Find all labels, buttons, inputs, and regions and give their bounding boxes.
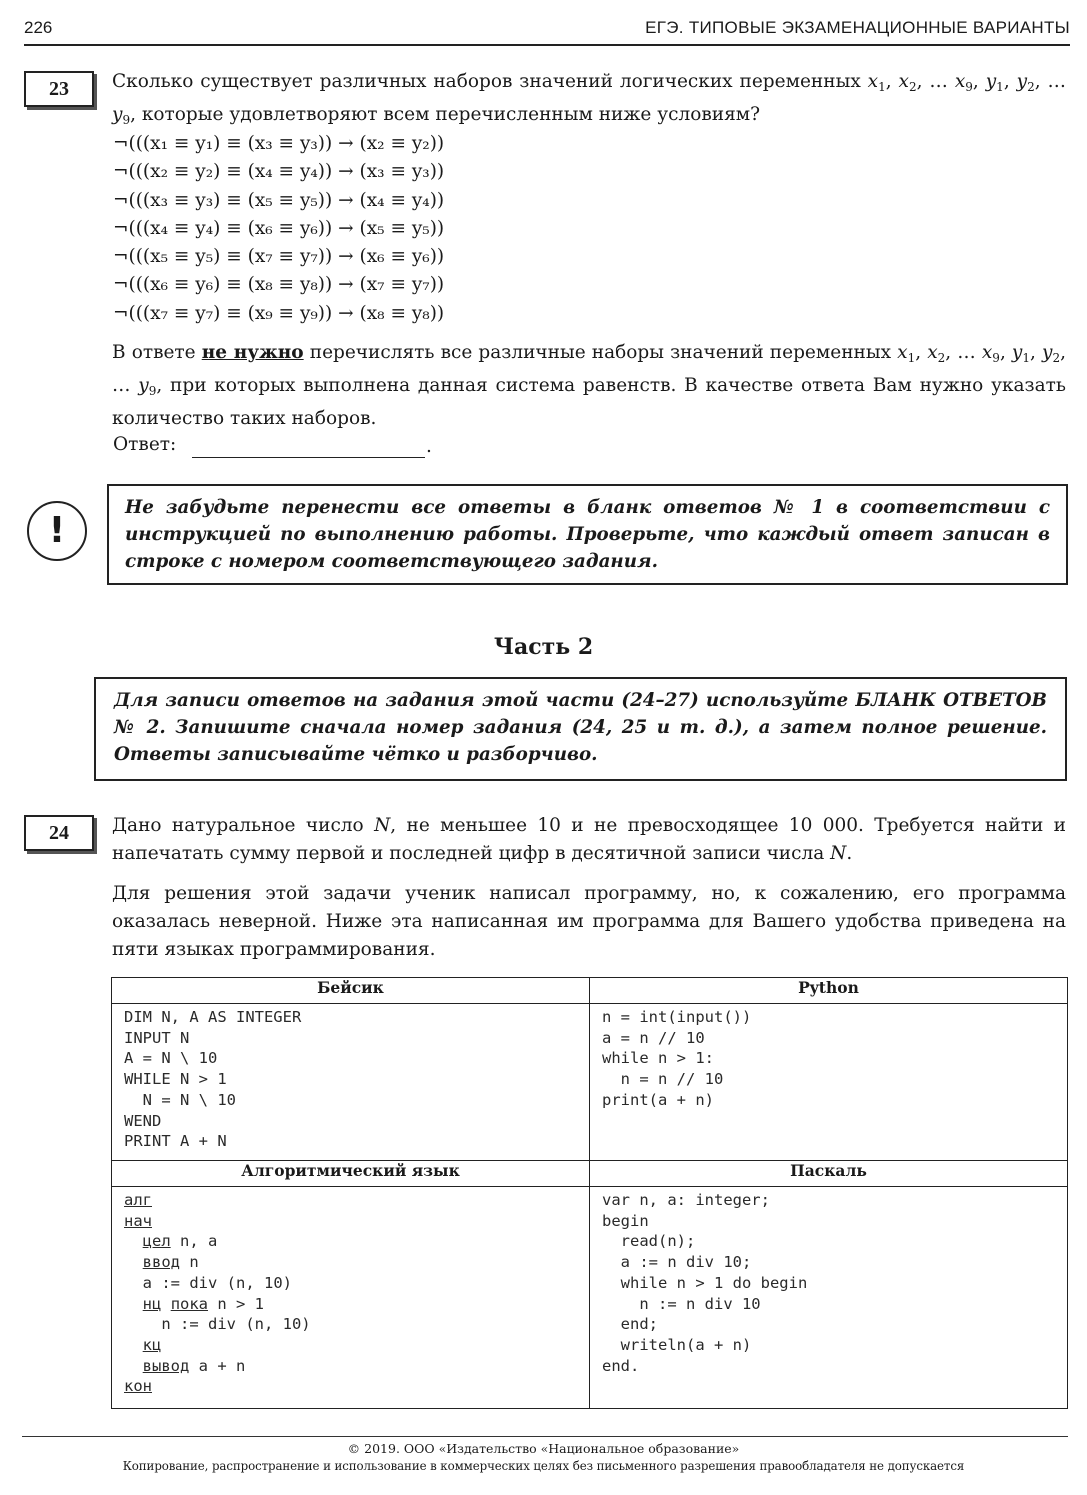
code-line: цел n, a <box>142 1232 218 1251</box>
task-number-23: 23 <box>24 71 94 107</box>
code-line: print(a + n) <box>602 1090 714 1109</box>
task24-description: Для решения этой задачи ученик написал программу, но, к сожалению, его программа оказалась неверной. Ниже эта написанная им программа для Вашего удобства приведена на пяти языках программирования. <box>112 883 1066 960</box>
code-line: a = n // 10 <box>602 1028 705 1047</box>
reminder-box: Не забудьте перенести все ответы в бланк ответов № 1 в соответствии с инструкцией по выполнению работы. Проверьте, что каждый ответ записан в строке с номером соответствующего задания. <box>107 484 1068 585</box>
code-line: begin <box>602 1211 649 1230</box>
code-line: вывод a + n <box>142 1356 246 1375</box>
task-number-24: 24 <box>24 815 94 851</box>
code-line: while n > 1 do begin <box>602 1273 808 1292</box>
page-number: 226 <box>24 18 53 37</box>
basic-code <box>112 1004 590 1161</box>
code-line: A = N \ 10 <box>124 1049 218 1068</box>
code-line: DIM N, A AS INTEGER <box>124 1008 302 1026</box>
code-line: нач <box>124 1211 152 1230</box>
algo-code <box>112 1187 590 1409</box>
answer-field[interactable] <box>192 457 425 458</box>
code-line: writeln(a + n) <box>602 1335 752 1354</box>
code-line: ввод n <box>142 1253 199 1272</box>
formula-line: ¬(((x₇ ≡ y₇) ≡ (x₉ ≡ y₉)) → (x₈ ≡ y₈)) <box>113 302 445 324</box>
code-line: кц <box>142 1335 162 1354</box>
formula-line: ¬(((x₃ ≡ y₃) ≡ (x₅ ≡ y₅)) → (x₄ ≡ y₄)) <box>113 189 445 211</box>
code-line: N = N \ 10 <box>124 1090 236 1109</box>
formula-line: ¬(((x₄ ≡ y₄) ≡ (x₆ ≡ y₆)) → (x₅ ≡ y₅)) <box>113 217 445 239</box>
code-line: end; <box>602 1315 658 1334</box>
code-line: n := n div 10 <box>602 1294 761 1313</box>
running-title: ЕГЭ. ТИПОВЫЕ ЭКЗАМЕНАЦИОННЫЕ ВАРИАНТЫ <box>645 18 1070 37</box>
pascal-code <box>590 1187 1068 1409</box>
code-line: end. <box>602 1356 640 1375</box>
code-line: n = int(input()) <box>602 1008 752 1026</box>
page-header <box>24 16 1070 46</box>
pascal-header: Паскаль <box>590 1161 1068 1187</box>
code-line: INPUT N <box>124 1028 190 1047</box>
code-line: кон <box>124 1377 152 1396</box>
code-line: n = n // 10 <box>602 1070 724 1089</box>
python-header: Python <box>590 978 1068 1004</box>
code-line: нц пока n > 1 <box>142 1294 265 1313</box>
code-line: PRINT A + N <box>124 1132 227 1151</box>
task23-note: В ответе не нужно перечислять все различные наборы значений переменных $x_1$, $x_2$, … $x_9$, $y_1$, $y_2$, … $y_9$, при которых выполнена данная система равенств. В качестве ответа Вам нужно указать количество таких наборов. <box>112 342 1066 429</box>
footer-notice: Копирование, распространение и использование в коммерческих целях без письменного разрешения правообладателя не допускается <box>122 1459 965 1473</box>
formula-line: ¬(((x₅ ≡ y₅) ≡ (x₇ ≡ y₇)) → (x₆ ≡ y₆)) <box>113 246 445 268</box>
formula-line: ¬(((x₆ ≡ y₆) ≡ (x₈ ≡ y₈)) → (x₇ ≡ y₇)) <box>113 274 445 296</box>
task23-question: Сколько существует различных наборов значений логических переменных $x_1$, $x_2$, … $x_9$, $y_1$, $y_2$, … $y_9$, которые удовлетворяют всем перечисленным ниже условиям? <box>112 71 1066 127</box>
footer-copyright: © 2019. ООО «Издательство «Национальное образование» <box>347 1441 740 1456</box>
emphasis-not-needed: не нужно <box>201 342 304 363</box>
code-line: while n > 1: <box>602 1049 714 1068</box>
code-table <box>111 977 1068 1409</box>
code-line: a := div (n, 10) <box>142 1273 292 1292</box>
task24-statement: Дано натуральное число N, не меньшее 10 и не превосходящее 10 000. Требуется найти и напечатать сумму первой и последней цифр в десятичной записи числа N. <box>112 815 1066 864</box>
exclamation-icon: ! <box>27 501 87 561</box>
answer-label: Ответ: <box>113 434 177 455</box>
code-line: WHILE N > 1 <box>124 1070 227 1089</box>
answer-period: . <box>426 436 432 457</box>
code-line: read(n); <box>602 1232 696 1251</box>
footer-divider <box>22 1436 1068 1437</box>
formula-line: ¬(((x₂ ≡ y₂) ≡ (x₄ ≡ y₄)) → (x₃ ≡ y₃)) <box>113 161 445 183</box>
formula-line: ¬(((x₁ ≡ y₁) ≡ (x₃ ≡ y₃)) → (x₂ ≡ y₂)) <box>113 133 445 154</box>
formula-list <box>113 130 444 328</box>
code-line: WEND <box>124 1111 162 1130</box>
algo-header: Алгоритмический язык <box>112 1161 590 1187</box>
part2-instruction-box: Для записи ответов на задания этой части (24–27) используйте БЛАНК ОТВЕТОВ № 2. Запишите сначала номер задания (24, 25 и т. д.), а затем полное решение. Ответы записывайте чётко и разборчиво. <box>94 677 1067 781</box>
basic-header: Бейсик <box>112 978 590 1004</box>
code-line: n := div (n, 10) <box>161 1315 311 1334</box>
code-line: var n, a: integer; <box>602 1191 770 1209</box>
code-line: алг <box>124 1191 152 1209</box>
code-line: a := n div 10; <box>602 1253 752 1272</box>
part-title: Часть 2 <box>493 634 594 660</box>
python-code <box>590 1004 1068 1161</box>
